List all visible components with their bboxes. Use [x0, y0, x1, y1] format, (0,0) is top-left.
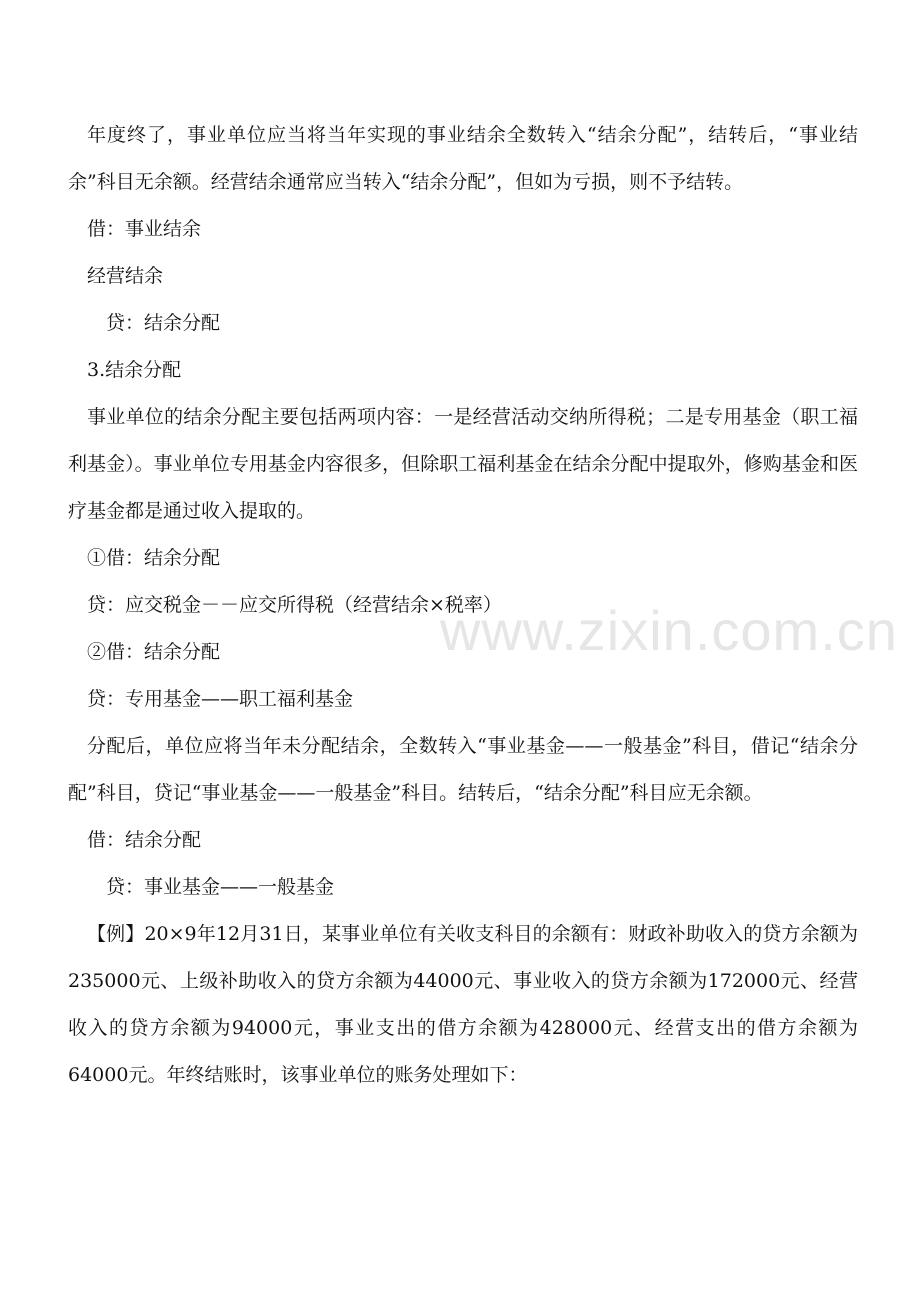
section-heading-surplus-distribution: 3.结余分配 — [87, 359, 182, 381]
paragraph-after-distribution: 分配后，单位应将当年未分配结余，全数转入“事业基金——一般基金”科目，借记“结余分配”科目，贷记“事业基金——一般基金”科目。结转后，“结余分配”科目应无余额。 — [68, 735, 858, 804]
watermark: www.zixin.com.cn — [440, 599, 898, 662]
document-body — [68, 112, 858, 1099]
paragraph-example: 【例】20×9年12月31日，某事业单位有关收支科目的余额有：财政补助收入的贷方余额为235000元、上级补助收入的贷方余额为44000元、事业收入的贷方余额为172000元、经营收入的贷方余额为94000元，事业支出的借方余额为428000元、经营支出的借方余额为64000元。年终结账时，该事业单位的账务处理如下： — [68, 923, 858, 1086]
entry-2-debit: ②借：结余分配 — [87, 641, 221, 663]
entry-1-credit: 贷：应交税金－－应交所得税（经营结余×税率） — [87, 594, 502, 616]
entry-debit-operating-surplus: 经营结余 — [87, 265, 164, 287]
entry-debit-business-surplus: 借：事业结余 — [87, 218, 202, 240]
entry-2-credit: 贷：专用基金——职工福利基金 — [87, 688, 354, 710]
entry-1-debit: ①借：结余分配 — [87, 547, 221, 569]
entry-3-debit: 借：结余分配 — [87, 829, 202, 851]
entry-credit-surplus-distribution: 贷：结余分配 — [106, 312, 221, 334]
paragraph-year-end-transfer: 年度终了，事业单位应当将当年实现的事业结余全数转入“结余分配”，结转后，“事业结余”科目无余额。经营结余通常应当转入“结余分配”，但如为亏损，则不予结转。 — [68, 124, 858, 193]
entry-3-credit: 贷：事业基金——一般基金 — [106, 876, 335, 898]
paragraph-distribution-content: 事业单位的结余分配主要包括两项内容：一是经营活动交纳所得税；二是专用基金（职工福利基金）。事业单位专用基金内容很多，但除职工福利基金在结余分配中提取外，修购基金和医疗基金都是通过收入提取的。 — [68, 406, 858, 522]
